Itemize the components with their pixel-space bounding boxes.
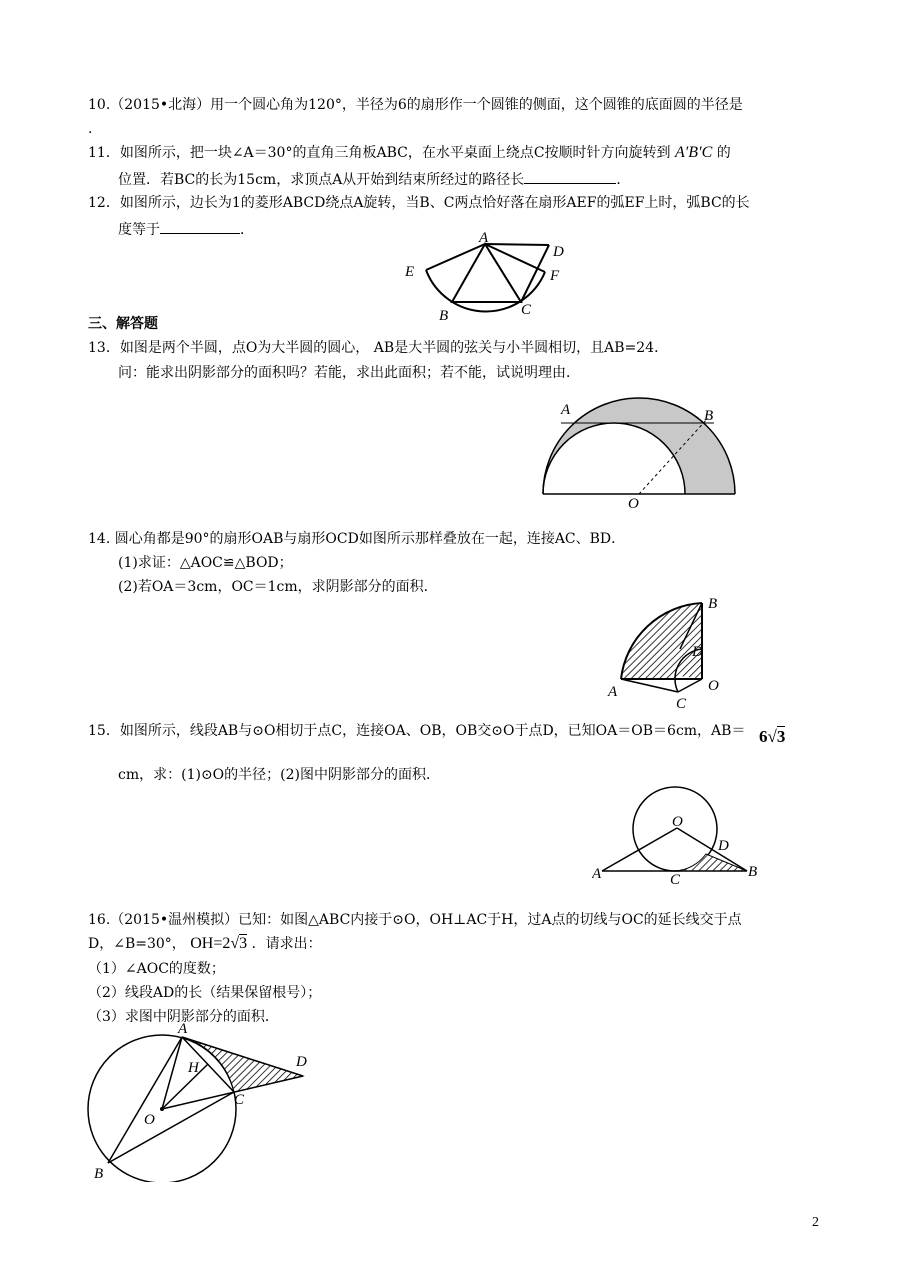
q16-line1: 16.（2015•温州模拟）已知：如图△ABC内接于⊙O，OH⊥AC于H，过A点的切线与OC的延长线交于点 bbox=[88, 912, 742, 928]
q13-line1: 13．如图是两个半圆，点O为大半圆的圆心， AB是大半圆的弦关与小半圆相切，且AB=24． bbox=[88, 340, 669, 356]
q15-coef: 6 bbox=[759, 727, 768, 746]
q16-math-oh-val: OH=2 bbox=[190, 935, 231, 952]
section-title: 三、解答题 bbox=[88, 316, 158, 332]
q16-hatched-region bbox=[182, 1037, 303, 1092]
q14-label-d: D bbox=[692, 644, 703, 660]
q16-label-b: B bbox=[94, 1166, 104, 1182]
q12-label-d: D bbox=[553, 244, 564, 260]
q16-math-rad: 3 bbox=[239, 935, 248, 952]
q16-math-oh: OH=2√3 bbox=[190, 935, 248, 952]
q16-label-o: O bbox=[144, 1112, 155, 1128]
q14-line-ac bbox=[621, 679, 678, 692]
q11-blank bbox=[524, 169, 616, 184]
q16-label-d: D bbox=[296, 1054, 307, 1070]
q12-line-ad bbox=[485, 244, 549, 245]
q15-text: 15．如图所示，线段AB与⊙O相切于点C，连接OA、OB，OB交⊙O于点D，已知OA＝OB＝6cm，AB＝ bbox=[88, 723, 746, 739]
q12-blank bbox=[160, 219, 240, 234]
q16-text2-end: ．请求出： bbox=[251, 936, 322, 952]
q15-label-a: A bbox=[592, 866, 602, 882]
q14-line1: 14. 圆心角都是90°的扇形OAB与扇形OCD如图所示那样叠放在一起，连接AC、BD． bbox=[88, 531, 626, 547]
q15-math-6sqrt3: 6√3 bbox=[759, 727, 786, 746]
q14-line3: (2)若OA＝3cm，OC＝1cm，求阴影部分的面积． bbox=[118, 579, 438, 595]
q14-label-a: A bbox=[608, 684, 618, 700]
q13-figure bbox=[536, 396, 742, 508]
q12-line1: 12．如图所示，边长为1的菱形ABCD绕点A旋转，当B、C两点恰好落在扇形AEF的弧EF上时，弧BC的长 bbox=[88, 195, 750, 211]
q15-rad: 3 bbox=[776, 727, 786, 746]
q11-text2-end: ． bbox=[616, 172, 631, 188]
q11-math-abc: A′B′C bbox=[675, 144, 713, 161]
page-number: 2 bbox=[812, 1215, 819, 1230]
q15-label-o: O bbox=[672, 814, 683, 830]
q14-label-b: B bbox=[708, 596, 718, 612]
q13-line2: 问：能求出阴影部分的面积吗？若能，求出此面积；若不能，试说明理由． bbox=[118, 365, 580, 381]
q12-text2: 度等于 bbox=[118, 222, 160, 238]
q13-label-o: O bbox=[628, 496, 639, 508]
q12-line-ae bbox=[426, 244, 485, 270]
q15-label-c: C bbox=[670, 872, 681, 886]
q16-item3: （3）求图中阴影部分的面积． bbox=[88, 1009, 279, 1025]
q15-line-oa bbox=[602, 828, 677, 871]
q12-line2 bbox=[118, 219, 254, 239]
q16-text2: D，∠B=30°， bbox=[88, 936, 186, 952]
q12-label-a: A bbox=[479, 232, 489, 246]
q16-label-h: H bbox=[188, 1060, 199, 1076]
q16-item1: （1）∠AOC的度数； bbox=[88, 961, 225, 977]
q12-label-c: C bbox=[521, 302, 532, 318]
q13-label-a: A bbox=[561, 402, 571, 418]
q11-text: 11．如图所示，把一块∠A＝30°的直角三角板ABC，在水平桌面上绕点C按顺时针方向旋转到 bbox=[88, 145, 671, 161]
q12-label-b: B bbox=[439, 308, 449, 324]
q10-line2: . bbox=[88, 121, 93, 137]
q15-label-d: D bbox=[718, 838, 729, 854]
q15-figure bbox=[592, 786, 764, 886]
q15-line2: cm，求：(1)⊙O的半径；(2)图中阴影部分的面积． bbox=[118, 767, 440, 783]
q16-label-c: C bbox=[234, 1092, 245, 1108]
q16-line2 bbox=[88, 935, 322, 953]
q11-text2: 位置．若BC的长为15cm，求顶点A从开始到结束所经过的路径长 bbox=[118, 172, 525, 188]
q14-label-c: C bbox=[676, 696, 687, 710]
q12-label-f: F bbox=[550, 268, 560, 284]
q16-label-a: A bbox=[178, 1021, 188, 1037]
q14-figure bbox=[604, 592, 734, 710]
q16-line-bc bbox=[108, 1092, 234, 1163]
q11-line2 bbox=[118, 169, 630, 189]
q15-line1 bbox=[88, 722, 745, 740]
q12-text2-end: ． bbox=[240, 222, 254, 238]
q16-center-dot bbox=[160, 1107, 164, 1111]
q15-label-b: B bbox=[748, 864, 758, 880]
q11-line1 bbox=[88, 144, 731, 162]
q16-item2: （2）线段AD的长（结果保留根号）； bbox=[88, 985, 322, 1001]
q16-figure bbox=[82, 1020, 318, 1182]
q15-hatched-region bbox=[675, 854, 747, 871]
q10-line1: 10.（2015•北海）用一个圆心角为120°，半径为6的扇形作一个圆锥的侧面，这个圆锥的底面圆的半径是 bbox=[88, 97, 743, 113]
q13-label-b: B bbox=[704, 408, 714, 424]
q12-label-e: E bbox=[405, 264, 415, 280]
q14-line-oc bbox=[678, 679, 702, 692]
q11-text-end: 的 bbox=[716, 145, 731, 161]
q14-line2: (1)求证：△AOC≌△BOD； bbox=[118, 555, 293, 571]
q12-triangle-abc bbox=[452, 244, 521, 302]
q12-figure bbox=[395, 232, 575, 328]
q14-label-o: O bbox=[708, 678, 719, 694]
